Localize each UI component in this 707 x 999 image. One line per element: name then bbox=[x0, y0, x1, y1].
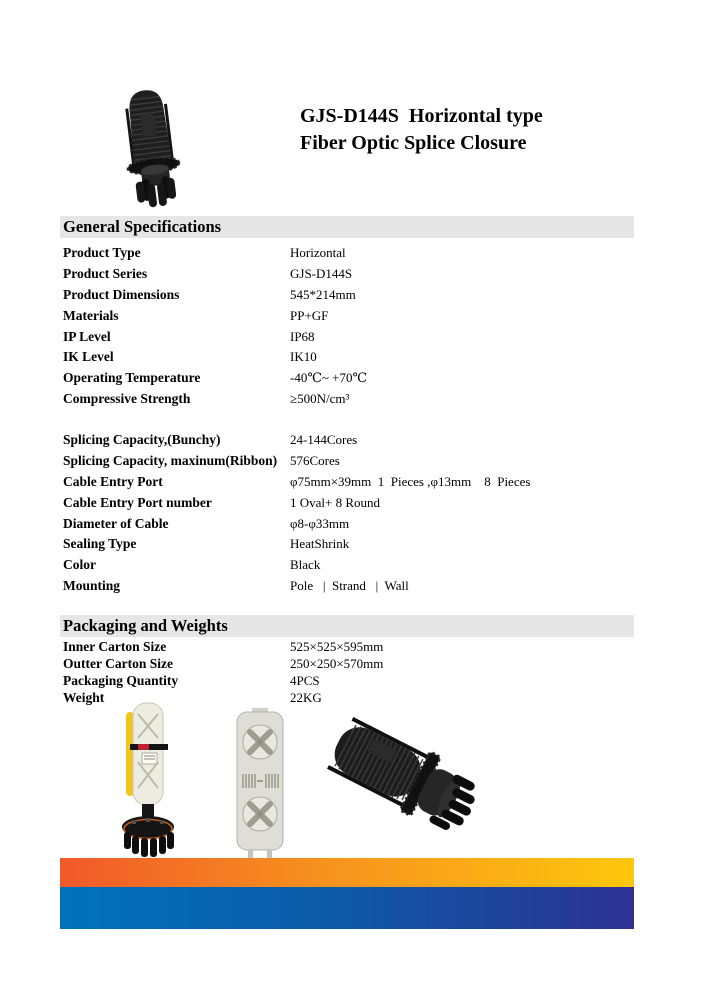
splice-tray-product-photo bbox=[224, 706, 296, 864]
spec-label: Product Series bbox=[63, 266, 148, 282]
spec-label: Color bbox=[63, 557, 96, 573]
spec-label: Cable Entry Port number bbox=[63, 494, 212, 510]
spec-value: 22KG bbox=[290, 689, 322, 705]
spec-row bbox=[63, 451, 530, 472]
splice-tray-illustration bbox=[224, 706, 296, 864]
spec-label: Diameter of Cable bbox=[63, 515, 169, 531]
spec-row bbox=[63, 389, 367, 410]
section-header-general-specifications: General Specifications bbox=[60, 216, 634, 238]
spec-label: Operating Temperature bbox=[63, 370, 201, 386]
spec-value: Black bbox=[290, 557, 321, 573]
spec-value: -40℃~ +70℃ bbox=[290, 370, 368, 386]
section-header-packaging-and-weights: Packaging and Weights bbox=[60, 615, 634, 637]
spec-row bbox=[63, 472, 530, 493]
spec-label: Product Type bbox=[63, 245, 141, 261]
splice-closure-hero-photo bbox=[110, 84, 192, 209]
spec-label: Cable Entry Port bbox=[63, 473, 163, 489]
spec-row bbox=[63, 285, 367, 306]
page-title-line2: Fiber Optic Splice Closure bbox=[300, 132, 527, 154]
splice-closure-angled-product-photo bbox=[328, 706, 478, 861]
splice-closure-angled-illustration bbox=[328, 706, 478, 861]
spec-row bbox=[63, 430, 530, 451]
spec-value: φ75mm×39mm 1 Pieces ,φ13mm 8 Pieces bbox=[290, 473, 531, 489]
spec-row bbox=[63, 368, 367, 389]
spec-label: IP Level bbox=[63, 328, 111, 344]
spec-row bbox=[63, 243, 367, 264]
spec-row bbox=[63, 638, 383, 655]
spec-row bbox=[63, 326, 367, 347]
spec-value: IP68 bbox=[290, 328, 315, 344]
spec-value: φ8-φ33mm bbox=[290, 515, 350, 531]
spec-row bbox=[63, 672, 383, 689]
spec-label: Splicing Capacity, maxinum(Ribbon) bbox=[63, 453, 278, 469]
splice-closure-vertical-illustration bbox=[110, 84, 192, 209]
inner-frame-illustration bbox=[116, 698, 184, 858]
page-title-line1: GJS-D144S Horizontal type bbox=[300, 105, 543, 127]
spec-row bbox=[63, 492, 530, 513]
spec-value: 4PCS bbox=[290, 672, 320, 688]
spec-label: Packaging Quantity bbox=[63, 672, 179, 688]
inner-frame-product-photo bbox=[116, 698, 184, 858]
spec-row bbox=[63, 264, 367, 285]
spec-row bbox=[63, 555, 530, 576]
spec-label: Product Dimensions bbox=[63, 286, 180, 302]
spec-label: Outter Carton Size bbox=[63, 655, 173, 671]
spec-row bbox=[63, 576, 530, 597]
spec-value: IK10 bbox=[290, 349, 317, 365]
spec-row bbox=[63, 689, 383, 706]
spec-value: ≥500N/cm³ bbox=[290, 390, 350, 406]
spec-value: GJS-D144S bbox=[290, 266, 353, 282]
general-spec-basic-rows bbox=[63, 243, 367, 409]
spec-value: 1 Oval+ 8 Round bbox=[290, 494, 381, 510]
spec-label: Weight bbox=[63, 689, 105, 705]
spec-value: 250×250×570mm bbox=[290, 655, 384, 671]
spec-label: IK Level bbox=[63, 349, 114, 365]
spec-row bbox=[63, 655, 383, 672]
spec-row bbox=[63, 534, 530, 555]
spec-value: 545*214mm bbox=[290, 286, 356, 302]
page-title bbox=[300, 103, 543, 157]
spec-label: Splicing Capacity,(Bunchy) bbox=[63, 432, 221, 448]
spec-value: Horizontal bbox=[290, 245, 346, 261]
spec-value: 525×525×595mm bbox=[290, 638, 384, 654]
spec-value: 24-144Cores bbox=[290, 432, 358, 448]
spec-value: 576Cores bbox=[290, 453, 340, 469]
spec-row bbox=[63, 513, 530, 534]
spec-label: Inner Carton Size bbox=[63, 638, 167, 654]
spec-label: Materials bbox=[63, 307, 119, 323]
spec-value: PP+GF bbox=[290, 307, 329, 323]
orange-accent-bar bbox=[60, 858, 634, 887]
spec-label: Sealing Type bbox=[63, 536, 137, 552]
general-spec-capacity-rows bbox=[63, 430, 530, 596]
spec-row bbox=[63, 347, 367, 368]
spec-value: Pole | Strand | Wall bbox=[290, 577, 409, 593]
spec-label: Compressive Strength bbox=[63, 390, 191, 406]
spec-row bbox=[63, 305, 367, 326]
packaging-rows bbox=[63, 638, 383, 706]
blue-accent-bar bbox=[60, 887, 634, 929]
spec-value: HeatShrink bbox=[290, 536, 350, 552]
spec-label: Mounting bbox=[63, 577, 121, 593]
